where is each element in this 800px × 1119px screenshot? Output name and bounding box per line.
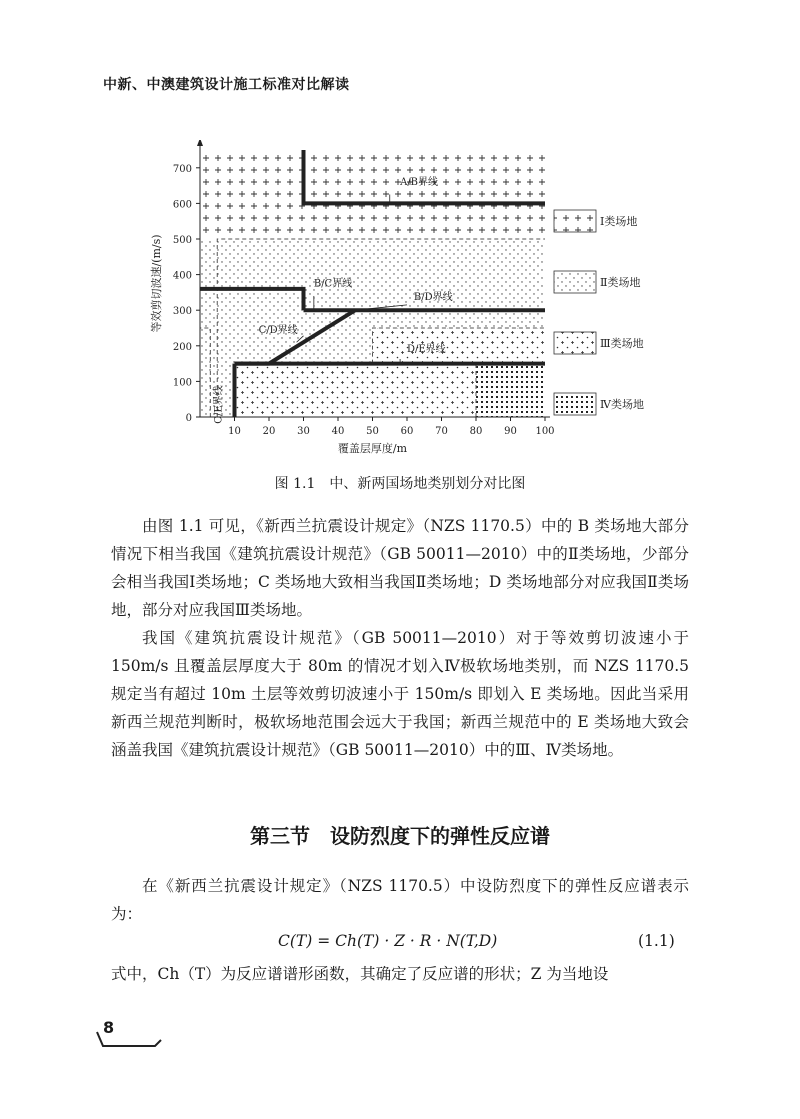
formula: C(T) = Ch(T) · Z · R · N(T,D) <box>278 932 498 950</box>
paragraph-3: 在《新西兰抗震设计规定》（NZS 1170.5）中设防烈度下的弹性反应谱表示为： <box>111 877 689 923</box>
y-tick-label: 700 <box>172 163 192 175</box>
legend-label-1: Ⅰ类场地 <box>600 215 638 228</box>
y-axis-label: 等效剪切波速/(m/s) <box>150 234 163 333</box>
x-tick-label: 70 <box>435 426 448 437</box>
legend-swatch-2 <box>554 271 596 293</box>
y-tick-label: 200 <box>172 341 192 353</box>
x-tick-label: 100 <box>535 426 555 437</box>
boundary-label-6: C/E界线 <box>213 385 225 424</box>
x-tick-label: 60 <box>400 426 414 437</box>
paragraph-1: 由图 1.1 可见，《新西兰抗震设计规定》（NZS 1170.5）中的 B 类场地大部分情况下相当我国《建筑抗震设计规范》（GB 50011—2010）中的Ⅱ类场地，少部分会相当我国Ⅰ类场地；C 类场地大致相当我国Ⅱ类场地；D 类场地部分对应我国Ⅱ类场地，部分对应我国Ⅲ类场地。 <box>111 517 689 619</box>
legend-swatch-3 <box>554 332 596 354</box>
legend-swatch-1 <box>554 210 596 232</box>
y-tick-label: 400 <box>172 270 192 282</box>
y-tick-label: 500 <box>172 235 192 246</box>
boundary-label-2: B/C界线 <box>313 278 353 290</box>
x-tick-label: 20 <box>262 426 276 437</box>
running-head: 中新、中澳建筑设计施工标准对比解读 <box>103 77 350 93</box>
x-tick-label: 80 <box>469 426 483 437</box>
paragraph-2: 我国《建筑抗震设计规范》（GB 50011—2010）对于等效剪切波速小于 150m/s 且覆盖层厚度大于 80m 的情况才划入Ⅳ极软场地类别，而 NZS 1170.5 规定当有超过 10m 土层等效剪切波速小于 150m/s 即划入 E 类场地。因此当采用新西兰规范判断时，极软场地范围会远大于我国；新西兰规范中的 E 类场地大致会涵盖我国《建筑抗震设计规范》（GB 50011—2010）中的Ⅲ、Ⅳ类场地。 <box>111 629 689 759</box>
region-class-3 <box>373 328 546 364</box>
x-tick-label: 40 <box>331 426 345 437</box>
legend-label-4: Ⅳ类场地 <box>600 398 644 411</box>
y-tick-label: 300 <box>172 306 192 318</box>
chart-svg <box>140 140 660 470</box>
legend-label-2: Ⅱ类场地 <box>600 276 641 289</box>
site-class-chart <box>140 140 660 470</box>
x-tick-label: 30 <box>297 426 310 437</box>
paragraph-4: 式中，Ch（T）为反应谱谱形函数，其确定了反应谱的形状；Z 为当地设 <box>111 965 609 983</box>
y-axis-arrow <box>197 140 203 146</box>
y-tick-label: 100 <box>172 377 192 389</box>
x-tick-label: 10 <box>228 426 241 437</box>
figure-caption: 图 1.1 中、新两国场地类别划分对比图 <box>274 476 526 492</box>
section-title: 第三节 设防烈度下的弹性反应谱 <box>250 824 550 848</box>
page-number: 8 <box>103 1018 115 1037</box>
formula-number: (1.1) <box>638 932 675 950</box>
x-axis-label: 覆盖层厚度/m <box>337 442 408 455</box>
region-class-4 <box>476 364 545 417</box>
boundary-label-4: C/D界线 <box>258 324 298 336</box>
boundary-label-3: B/D界线 <box>413 291 453 303</box>
region-class-3-lower <box>235 364 477 417</box>
x-tick-label: 90 <box>504 426 517 437</box>
page-corner-ornament <box>95 1030 165 1050</box>
legend-label-3: Ⅲ类场地 <box>600 337 644 350</box>
y-tick-label: 600 <box>172 199 192 211</box>
x-tick-label: 50 <box>366 426 379 437</box>
boundary-label-1: A/B界线 <box>400 177 439 189</box>
y-tick-label: 0 <box>185 413 192 424</box>
boundary-label-5: D/E界线 <box>407 343 446 355</box>
legend-swatch-4 <box>554 393 596 415</box>
